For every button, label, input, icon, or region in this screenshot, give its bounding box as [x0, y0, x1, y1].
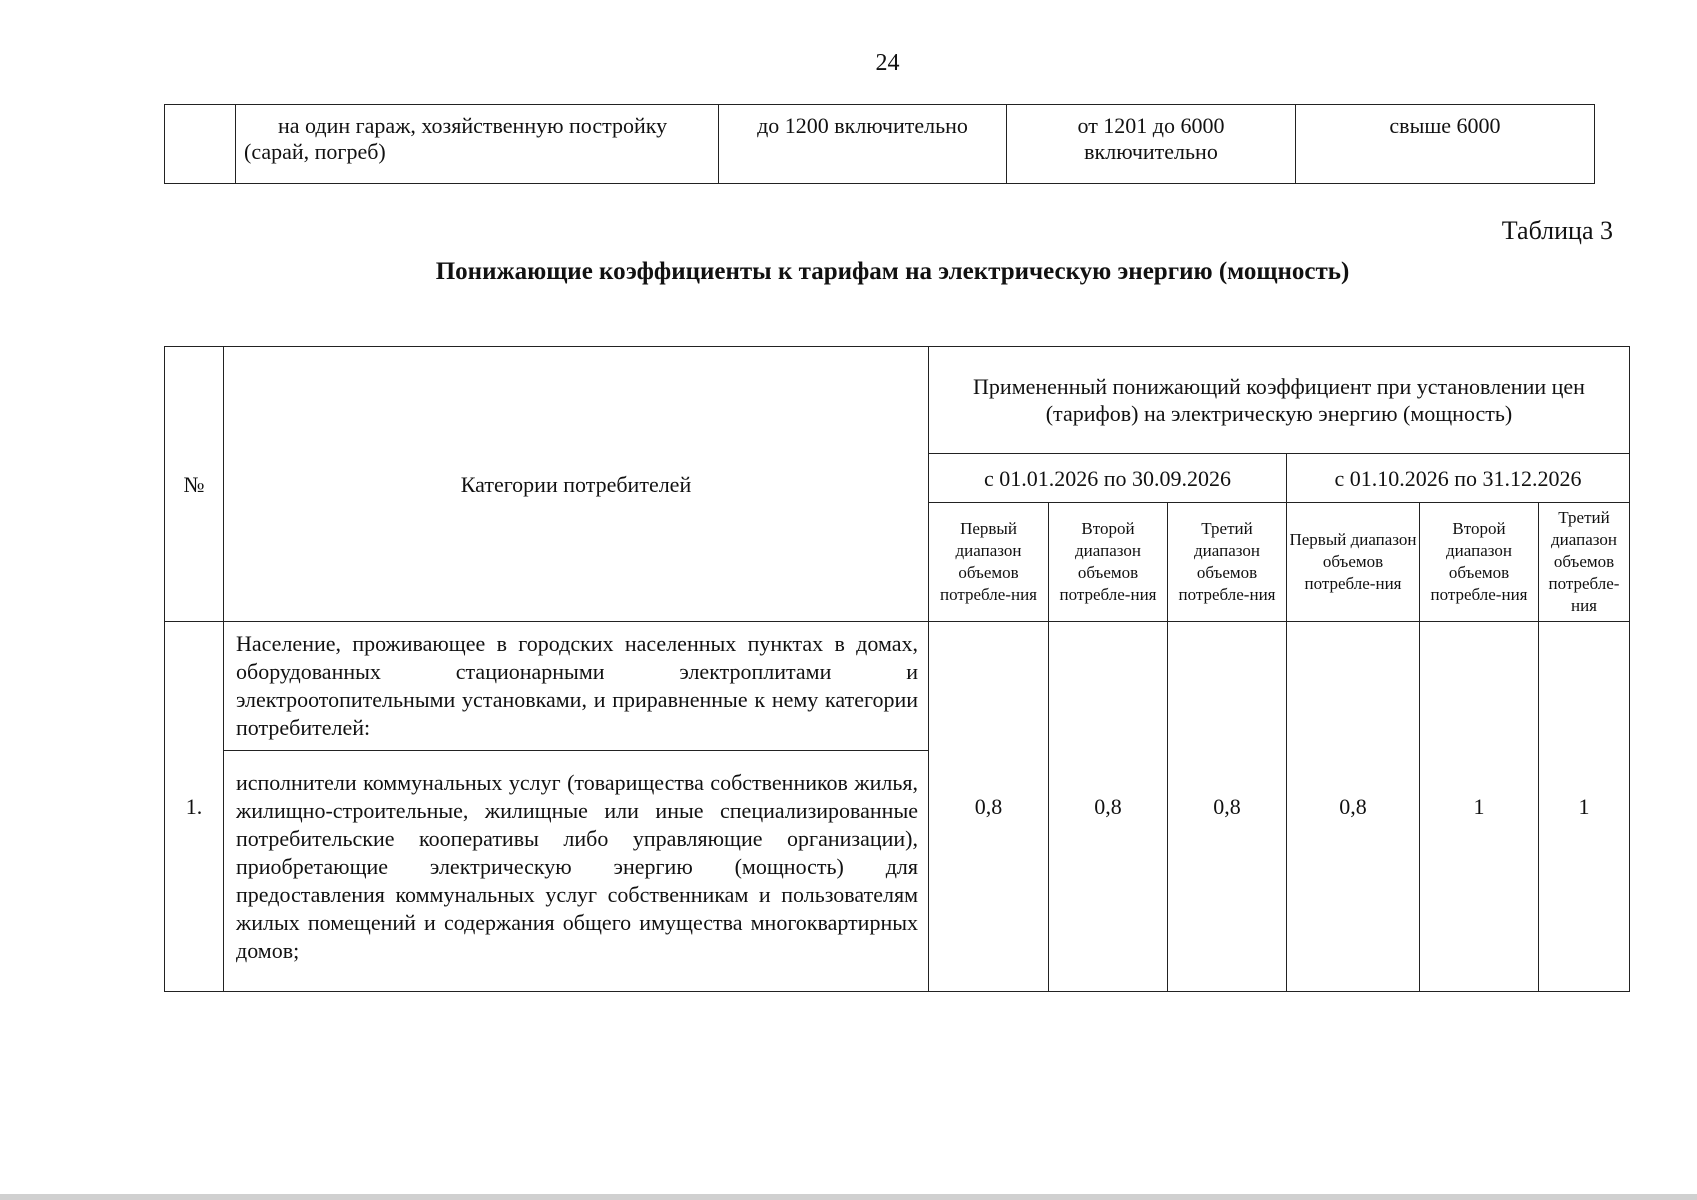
header-range: Третий диапазон объемов потребле-ния [1539, 503, 1630, 622]
coefficient-value: 1 [1539, 622, 1630, 992]
category-cell: на один гараж, хозяйственную постройку (сарай, погреб) [236, 105, 719, 184]
range-cell: до 1200 включительно [719, 105, 1007, 184]
header-range: Третий диапазон объемов потребле-ния [1168, 503, 1287, 622]
table-label: Таблица 3 [1501, 216, 1613, 245]
table-row [165, 105, 1595, 184]
header-range: Первый диапазон объемов потребле-ния [1287, 503, 1420, 622]
header-coefficient: Примененный понижающий коэффициент при установлении цен (тарифов) на электрическую энергию (мощность) [929, 347, 1630, 454]
coefficients-table [164, 346, 1630, 992]
header-range: Второй диапазон объемов потребле-ния [1420, 503, 1539, 622]
header-period: с 01.01.2026 по 30.09.2026 [929, 454, 1287, 503]
page-number: 24 [875, 50, 900, 76]
range-cell: свыше 6000 [1296, 105, 1595, 184]
coefficient-value: 0,8 [929, 622, 1049, 992]
scan-edge [0, 1194, 1697, 1200]
category-text: Население, проживающее в городских населенных пунктах в домах, оборудованных стационарными электроплитами и электроотопительными установками, и приравненные к нему категории потребителей: [224, 622, 929, 751]
header-period: с 01.10.2026 по 31.12.2026 [1287, 454, 1630, 503]
header-range: Первый диапазон объемов потребле-ния [929, 503, 1049, 622]
row-number: 1. [165, 622, 224, 992]
empty-cell [165, 105, 236, 184]
header-row [165, 347, 1630, 454]
coefficient-value: 0,8 [1168, 622, 1287, 992]
coefficient-value: 1 [1420, 622, 1539, 992]
coefficient-value: 0,8 [1049, 622, 1168, 992]
coefficient-value: 0,8 [1287, 622, 1420, 992]
continued-table [164, 104, 1595, 184]
range-cell: от 1201 до 6000 включительно [1007, 105, 1296, 184]
header-number: № [165, 347, 224, 622]
category-text: исполнители коммунальных услуг (товарищества собственников жилья, жилищно-строительные, жилищные или иные специализированные потребительские кооперативы либо управляющие организации), приобретающие электрическую энергию (мощность) для предоставления коммунальных услуг собственникам и пользователям жилых помещений и содержания общего имущества многоквартирных домов; [224, 751, 929, 992]
table-row [165, 622, 1630, 751]
header-category: Категории потребителей [224, 347, 929, 622]
header-range: Второй диапазон объемов потребле-ния [1049, 503, 1168, 622]
document-title: Понижающие коэффициенты к тарифам на электрическую энергию (мощность) [435, 258, 1350, 285]
